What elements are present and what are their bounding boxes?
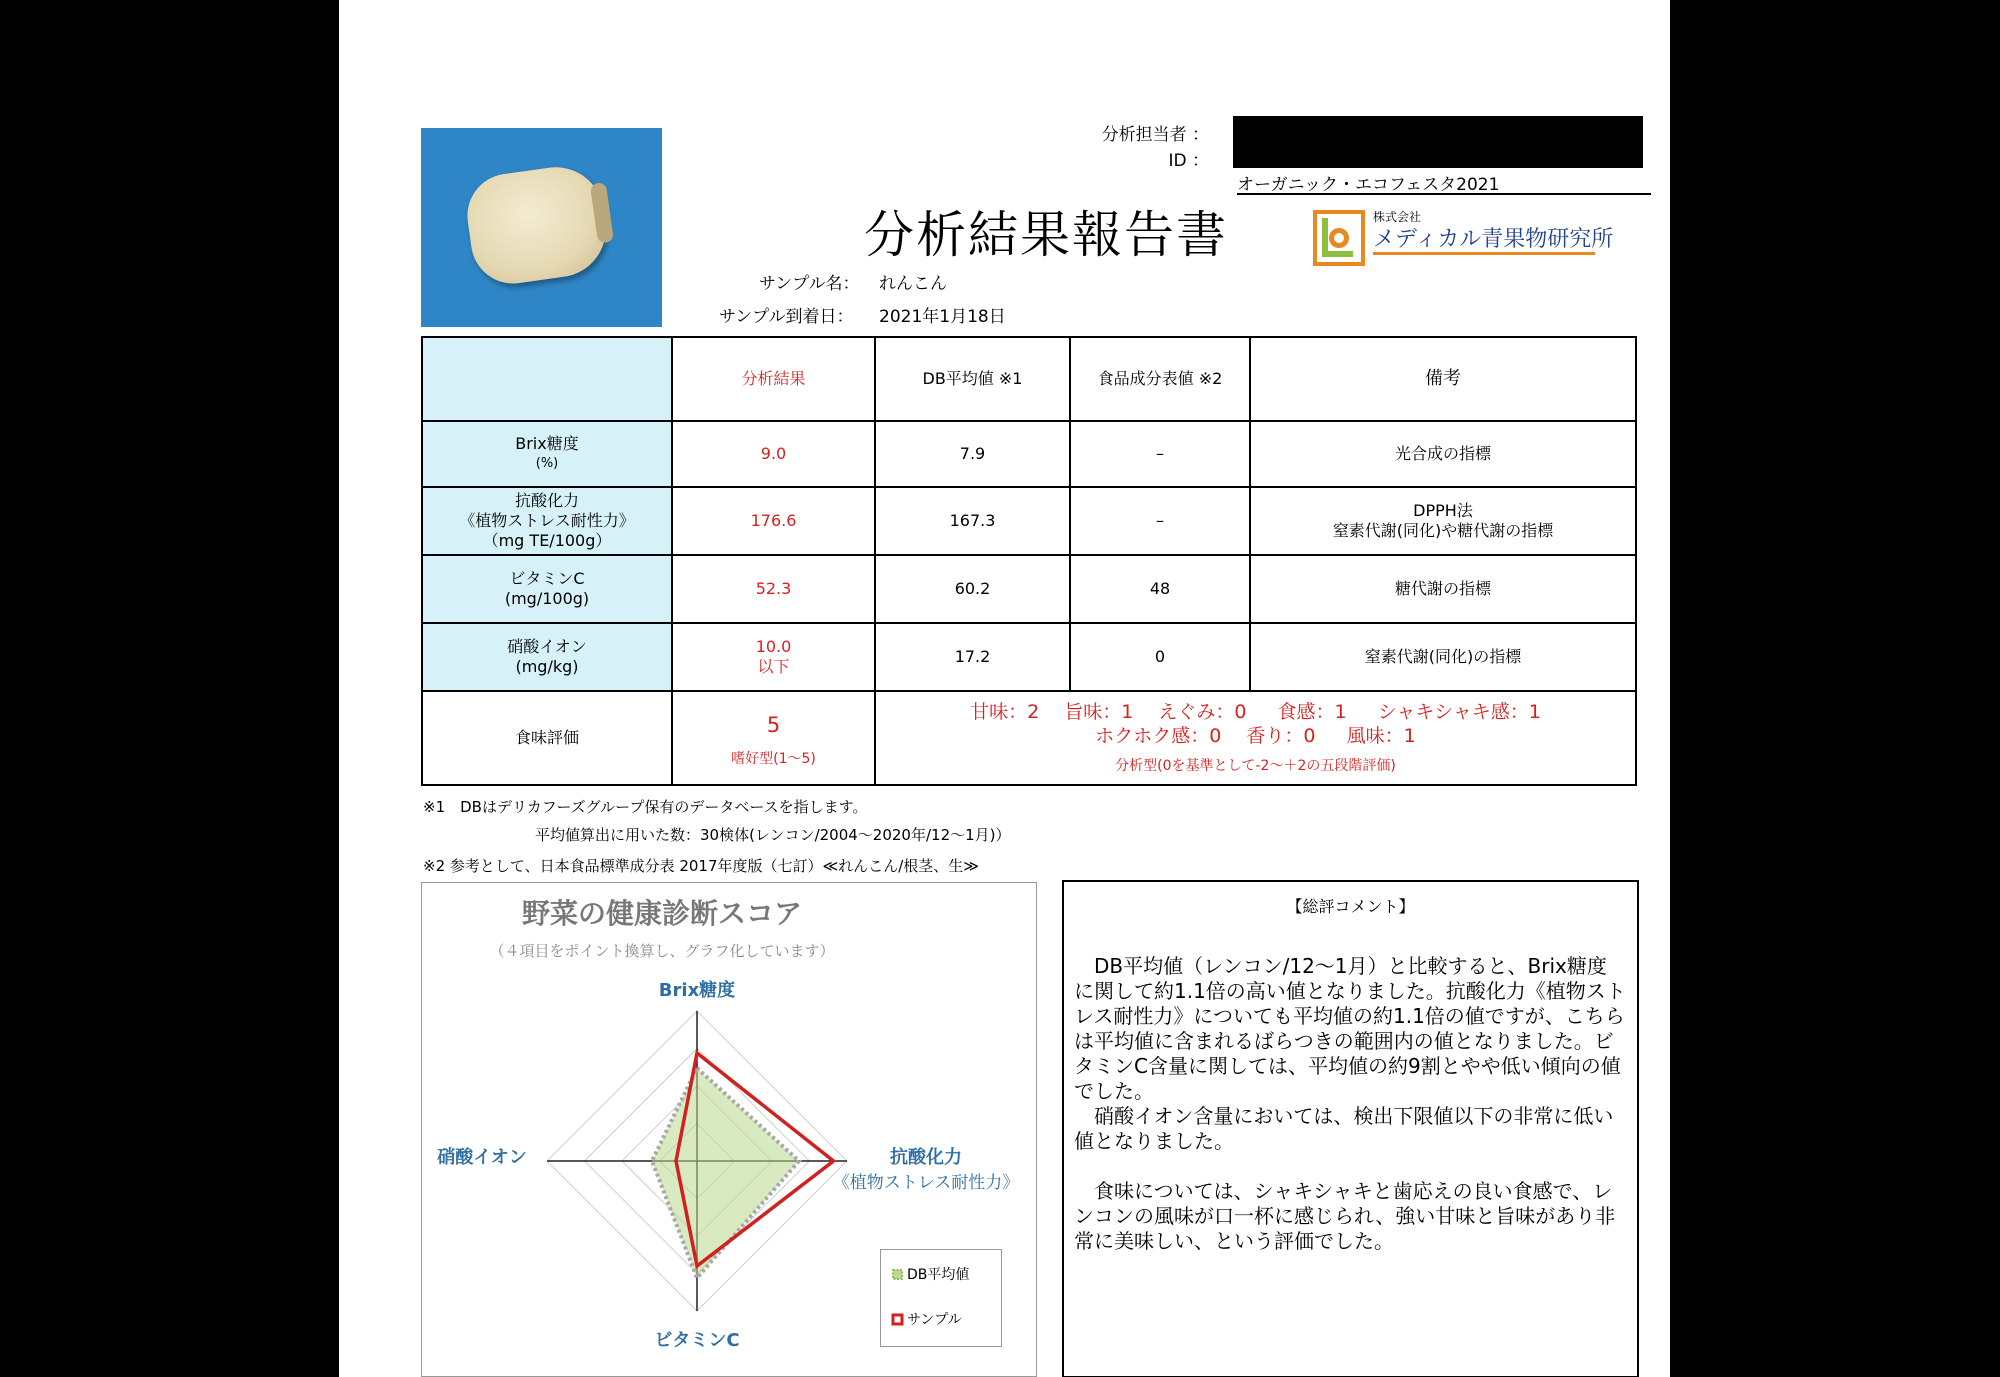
taste-line2: ホクホク感：0 香り：0 風味：1 (1095, 725, 1416, 747)
summary-comment-box (1062, 880, 1639, 1377)
sample-name-value: れんこん (879, 274, 947, 294)
legend-sample-label: サンプル (907, 1312, 962, 1328)
taste-detail-cell (875, 691, 1636, 785)
table-row (422, 421, 1636, 487)
legend-svg (881, 1250, 1001, 1346)
axis-label: 抗酸化力 (890, 1147, 962, 1168)
axis-label: Brix糖度 (658, 980, 736, 1001)
event-name: オーガニック・エコフェスタ2021 (1237, 175, 1500, 195)
result-value (672, 623, 875, 691)
logo-underline (1373, 252, 1595, 255)
header-remarks: 備考 (1250, 337, 1636, 421)
header-db: DB平均値 ※1 (875, 337, 1070, 421)
taste-score-note: 嗜好型(1～5) (731, 751, 816, 767)
row-label-unit: (%) (535, 456, 559, 471)
remark-line2: 窒素代謝(同化)や糖代謝の指標 (1332, 521, 1554, 540)
result-number: 10.0 (755, 637, 792, 656)
db-value: 17.2 (875, 623, 1070, 691)
remark: 糖代謝の指標 (1250, 555, 1636, 623)
result-value: 52.3 (672, 555, 875, 623)
analyst-label: 分析担当者 ： (1101, 125, 1209, 145)
chart-subtitle: （４項目をポイント換算し、グラフ化しています） (489, 942, 835, 960)
row-label-main: Brix糖度 (515, 434, 579, 453)
id-label: ID ： (1168, 151, 1209, 171)
result-value: 9.0 (672, 421, 875, 487)
remark: 光合成の指標 (1250, 421, 1636, 487)
db-value: 7.9 (875, 421, 1070, 487)
header-result: 分析結果 (672, 337, 875, 421)
header-food: 食品成分表値 ※2 (1070, 337, 1250, 421)
chart-legend (880, 1249, 1002, 1347)
sample-photo (421, 128, 662, 327)
legend-db-label: DB平均値 (907, 1267, 970, 1283)
row-label-main: 硝酸イオン (507, 637, 587, 656)
remark (1250, 487, 1636, 555)
series-db-average (652, 1068, 799, 1278)
comment-text: DB平均値（レンコン/12～1月）と比較すると、Brix糖度に関して約1.1倍の高い値となりました。抗酸化力《植物ストレス耐性力》についても平均値の約1.1倍の値ですが、こちらは平均値に含まれるばらつきの範囲内の値となりました。ビタミンC含量に関しては、平均値の約9割とやや低い傾向の値でした。 硝酸イオン含量においては、検出下限値以下の非常に低い値となりました。 食味については、シャキシャキと歯応えの良い食感で、レンコンの風味が口一杯に感じられ、強い甘味と旨味があり非常に美味しい、という評価でした。 (1074, 954, 1626, 1253)
lotus-root-image (462, 161, 612, 289)
axis-label: 硝酸イオン (437, 1147, 527, 1168)
chart-title: 野菜の健康診断スコア (521, 897, 803, 930)
row-label-unit: （mg TE/100g） (482, 531, 612, 550)
event-underline (1237, 193, 1651, 195)
food-value: 0 (1070, 623, 1250, 691)
row-label (422, 623, 672, 691)
row-label-sub: 《植物ストレス耐性力》 (459, 511, 635, 530)
corner-cell (422, 337, 672, 421)
taste-row (422, 691, 1636, 785)
table-row (422, 487, 1636, 555)
company-logo (1313, 208, 1614, 268)
row-label-main: 抗酸化力 (514, 491, 579, 510)
row-label (422, 487, 672, 555)
legend-item-db (893, 1266, 969, 1283)
row-label-unit: (mg/100g) (504, 589, 590, 608)
db-value: 60.2 (875, 555, 1070, 623)
axis-label: ビタミンC (654, 1330, 740, 1351)
footnote-1b: 平均値算出に用いた数：30検体(レンコン/2004～2020年/12～1月)） (535, 826, 1011, 844)
sample-date-value: 2021年1月18日 (879, 307, 1006, 327)
food-value: 48 (1070, 555, 1250, 623)
row-label (422, 555, 672, 623)
radar-series (652, 1053, 834, 1278)
row-label (422, 421, 672, 487)
logo-company-type: 株式会社 (1373, 210, 1422, 224)
table-header-row (422, 337, 1636, 421)
taste-line1: 甘味：2 旨味：1 えぐみ：0 食感：1 シャキシャキ感：1 (970, 701, 1541, 723)
results-table (421, 336, 1637, 786)
result-value: 176.6 (672, 487, 875, 555)
row-label-main: ビタミンC (509, 569, 585, 588)
logo-company-name: メディカル青果物研究所 (1373, 227, 1614, 252)
taste-note: 分析型(0を基準として-2～＋2の五段階評価) (1115, 758, 1396, 774)
taste-score-cell (672, 691, 875, 785)
sample-date-label: サンプル到着日： (719, 307, 854, 327)
db-value: 167.3 (875, 487, 1070, 555)
row-label-unit: (mg/kg) (515, 657, 579, 676)
redacted-block (1233, 116, 1643, 168)
axis-sublabel: 《植物ストレス耐性力》 (832, 1173, 1020, 1193)
taste-score: 5 (766, 713, 781, 737)
sample-name-label: サンプル名： (759, 274, 860, 294)
remark: 窒素代謝(同化)の指標 (1250, 623, 1636, 691)
legend-sample-swatch (893, 1315, 902, 1324)
legend-db-swatch (893, 1270, 902, 1279)
table-row (422, 555, 1636, 623)
table-row (422, 623, 1636, 691)
legend-item-sample (893, 1312, 962, 1328)
logo-mark-icon (1313, 208, 1369, 268)
report-title: 分析結果報告書 (864, 206, 1228, 264)
report-page (339, 0, 1670, 1377)
food-value: – (1070, 487, 1250, 555)
remark-line1: DPPH法 (1413, 501, 1473, 520)
radar-chart (421, 882, 1037, 1377)
taste-label: 食味評価 (422, 691, 672, 785)
footnote-1: ※1 DBはデリカフーズグループ保有のデータベースを指します。 (423, 798, 868, 816)
food-value: – (1070, 421, 1250, 487)
footnote-2: ※2 参考として、日本食品標準成分表 2017年度版（七訂）≪れんこん/根茎、生≫ (423, 857, 979, 875)
comment-title: 【総評コメント】 (1286, 897, 1415, 916)
result-qualifier: 以下 (757, 657, 790, 676)
